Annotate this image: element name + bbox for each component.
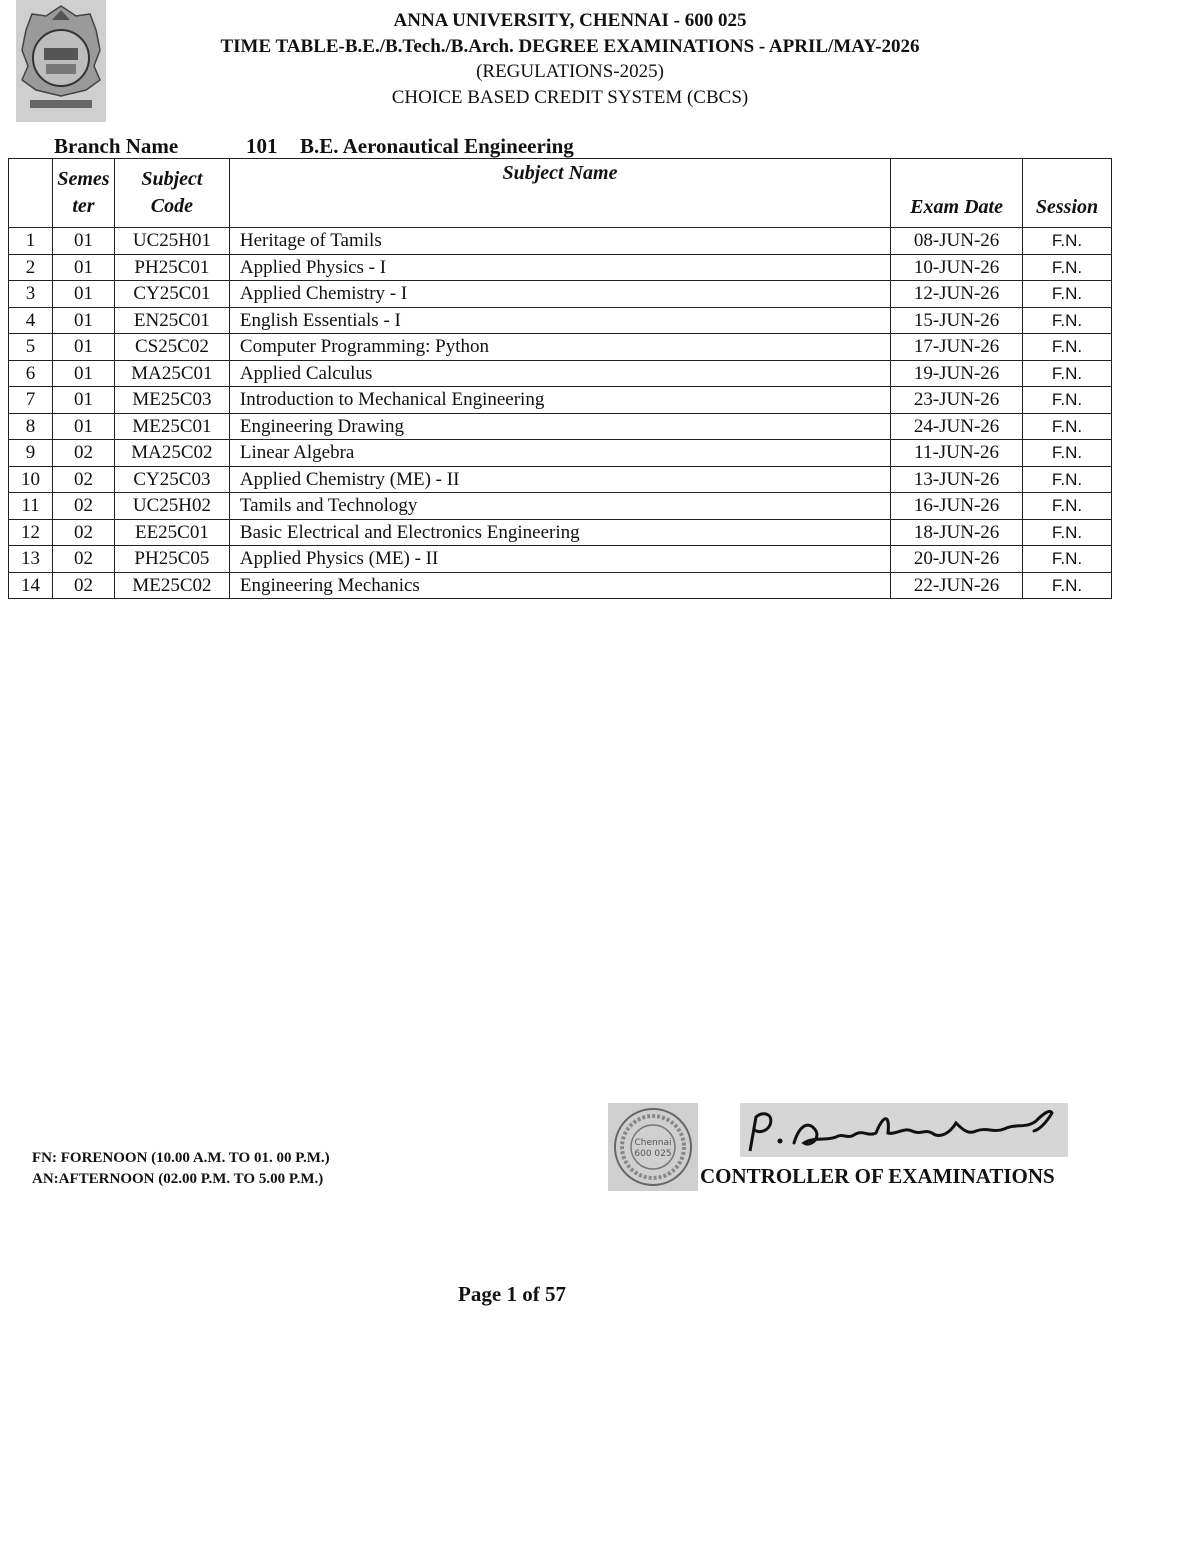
session-cell: F.N.	[1023, 493, 1112, 520]
exam-date-cell: 12-JUN-26	[891, 281, 1023, 308]
table-row	[9, 254, 1112, 281]
page-number: Page 1 of 57	[458, 1282, 566, 1306]
session-cell: F.N.	[1023, 387, 1112, 414]
subject-code-cell: CY25C03	[114, 466, 229, 493]
serial-cell: 6	[9, 360, 53, 387]
session-cell: F.N.	[1023, 572, 1112, 599]
subject-code-cell: ME25C02	[114, 572, 229, 599]
subject-code-cell: MA25C01	[114, 360, 229, 387]
semester-cell: 01	[52, 307, 114, 334]
subject-name-cell: Heritage of Tamils	[229, 228, 890, 255]
serial-cell: 12	[9, 519, 53, 546]
serial-cell: 7	[9, 387, 53, 414]
subject-name-cell: Applied Physics (ME) - II	[229, 546, 890, 573]
serial-cell: 13	[9, 546, 53, 573]
svg-text:600 025: 600 025	[634, 1149, 672, 1159]
subject-name-cell: Applied Physics - I	[229, 254, 890, 281]
svg-text:Chennai: Chennai	[634, 1138, 672, 1148]
table-row	[9, 493, 1112, 520]
subject-name-cell: Applied Calculus	[229, 360, 890, 387]
session-cell: F.N.	[1023, 466, 1112, 493]
branch-name: B.E. Aeronautical Engineering	[300, 134, 574, 158]
subject-name-cell: Engineering Mechanics	[229, 572, 890, 599]
subject-name-cell: Introduction to Mechanical Engineering	[229, 387, 890, 414]
exam-date-cell: 10-JUN-26	[891, 254, 1023, 281]
session-legend	[32, 1148, 330, 1190]
subject-code-header: Subject Code	[114, 159, 229, 228]
subject-name-cell: Applied Chemistry - I	[229, 281, 890, 308]
exam-date-cell: 17-JUN-26	[891, 334, 1023, 361]
session-cell: F.N.	[1023, 254, 1112, 281]
semester-cell: 01	[52, 281, 114, 308]
subject-code-cell: PH25C05	[114, 546, 229, 573]
session-cell: F.N.	[1023, 307, 1112, 334]
subject-code-cell: UC25H02	[114, 493, 229, 520]
subject-name-cell: Linear Algebra	[229, 440, 890, 467]
serial-cell: 3	[9, 281, 53, 308]
serial-cell: 11	[9, 493, 53, 520]
table-row	[9, 360, 1112, 387]
serial-cell: 10	[9, 466, 53, 493]
session-cell: F.N.	[1023, 440, 1112, 467]
subject-code-cell: PH25C01	[114, 254, 229, 281]
exam-date-cell: 08-JUN-26	[891, 228, 1023, 255]
semester-cell: 02	[52, 546, 114, 573]
subject-name-cell: Tamils and Technology	[229, 493, 890, 520]
semester-cell: 02	[52, 519, 114, 546]
table-row	[9, 387, 1112, 414]
serial-cell: 1	[9, 228, 53, 255]
exam-date-cell: 20-JUN-26	[891, 546, 1023, 573]
branch-info	[54, 134, 574, 159]
session-cell: F.N.	[1023, 519, 1112, 546]
university-logo	[16, 0, 106, 122]
session-cell: F.N.	[1023, 281, 1112, 308]
exam-date-cell: 16-JUN-26	[891, 493, 1023, 520]
semester-cell: 01	[52, 254, 114, 281]
semester-cell: 01	[52, 334, 114, 361]
subject-code-cell: UC25H01	[114, 228, 229, 255]
subject-code-cell: ME25C03	[114, 387, 229, 414]
timetable-body	[9, 228, 1112, 599]
semester-cell: 01	[52, 228, 114, 255]
session-header: Session	[1023, 159, 1112, 228]
exam-date-header: Exam Date	[891, 159, 1023, 228]
semester-header: Semes ter	[52, 159, 114, 228]
serial-cell: 9	[9, 440, 53, 467]
university-name: ANNA UNIVERSITY, CHENNAI - 600 025	[393, 10, 747, 31]
exam-date-cell: 18-JUN-26	[891, 519, 1023, 546]
session-cell: F.N.	[1023, 228, 1112, 255]
seal-stamp-icon	[608, 1103, 698, 1191]
session-cell: F.N.	[1023, 334, 1112, 361]
timetable	[8, 158, 1112, 599]
serial-cell: 14	[9, 572, 53, 599]
table-row	[9, 413, 1112, 440]
serial-cell: 5	[9, 334, 53, 361]
table-row	[9, 334, 1112, 361]
timetable-title: TIME TABLE-B.E./B.Tech./B.Arch. DEGREE EXAMINATIONS - APRIL/MAY-2026	[220, 35, 920, 57]
semester-cell: 01	[52, 360, 114, 387]
subject-name-cell: Engineering Drawing	[229, 413, 890, 440]
document-header	[130, 8, 1010, 110]
exam-date-cell: 23-JUN-26	[891, 387, 1023, 414]
serial-header	[9, 159, 53, 228]
exam-date-cell: 24-JUN-26	[891, 413, 1023, 440]
subject-code-cell: CS25C02	[114, 334, 229, 361]
session-cell: F.N.	[1023, 360, 1112, 387]
subject-name-cell: English Essentials - I	[229, 307, 890, 334]
exam-date-cell: 19-JUN-26	[891, 360, 1023, 387]
exam-date-cell: 13-JUN-26	[891, 466, 1023, 493]
subject-code-cell: CY25C01	[114, 281, 229, 308]
table-row	[9, 546, 1112, 573]
cbcs-title: CHOICE BASED CREDIT SYSTEM (CBCS)	[391, 86, 749, 108]
university-emblem-icon	[16, 0, 106, 122]
subject-code-cell: EE25C01	[114, 519, 229, 546]
table-row	[9, 572, 1112, 599]
table-header-row	[9, 159, 1112, 228]
signature-icon	[740, 1103, 1068, 1157]
serial-cell: 4	[9, 307, 53, 334]
controller-title: CONTROLLER OF EXAMINATIONS	[700, 1164, 1055, 1188]
table-row	[9, 307, 1112, 334]
subject-name-cell: Basic Electrical and Electronics Engineering	[229, 519, 890, 546]
table-row	[9, 519, 1112, 546]
official-seal	[608, 1103, 698, 1191]
regulations: (REGULATIONS-2025)	[476, 61, 664, 82]
semester-cell: 02	[52, 572, 114, 599]
table-row	[9, 281, 1112, 308]
afternoon-legend: AN:AFTERNOON (02.00 P.M. TO 5.00 P.M.)	[32, 1171, 324, 1187]
table-row	[9, 440, 1112, 467]
table-row	[9, 466, 1112, 493]
subject-name-cell: Applied Chemistry (ME) - II	[229, 466, 890, 493]
serial-cell: 2	[9, 254, 53, 281]
semester-cell: 02	[52, 493, 114, 520]
subject-name-cell: Computer Programming: Python	[229, 334, 890, 361]
semester-cell: 02	[52, 466, 114, 493]
session-cell: F.N.	[1023, 546, 1112, 573]
exam-date-cell: 11-JUN-26	[891, 440, 1023, 467]
exam-date-cell: 15-JUN-26	[891, 307, 1023, 334]
controller-signature	[740, 1103, 1068, 1157]
subject-code-cell: EN25C01	[114, 307, 229, 334]
serial-cell: 8	[9, 413, 53, 440]
semester-cell: 02	[52, 440, 114, 467]
table-row	[9, 228, 1112, 255]
branch-code: 101	[246, 134, 278, 158]
subject-name-header: Subject Name	[229, 159, 890, 228]
semester-cell: 01	[52, 413, 114, 440]
exam-date-cell: 22-JUN-26	[891, 572, 1023, 599]
semester-cell: 01	[52, 387, 114, 414]
branch-label: Branch Name	[54, 134, 179, 158]
session-cell: F.N.	[1023, 413, 1112, 440]
forenoon-legend: FN: FORENOON (10.00 A.M. TO 01. 00 P.M.)	[32, 1150, 330, 1166]
subject-code-cell: MA25C02	[114, 440, 229, 467]
subject-code-cell: ME25C01	[114, 413, 229, 440]
